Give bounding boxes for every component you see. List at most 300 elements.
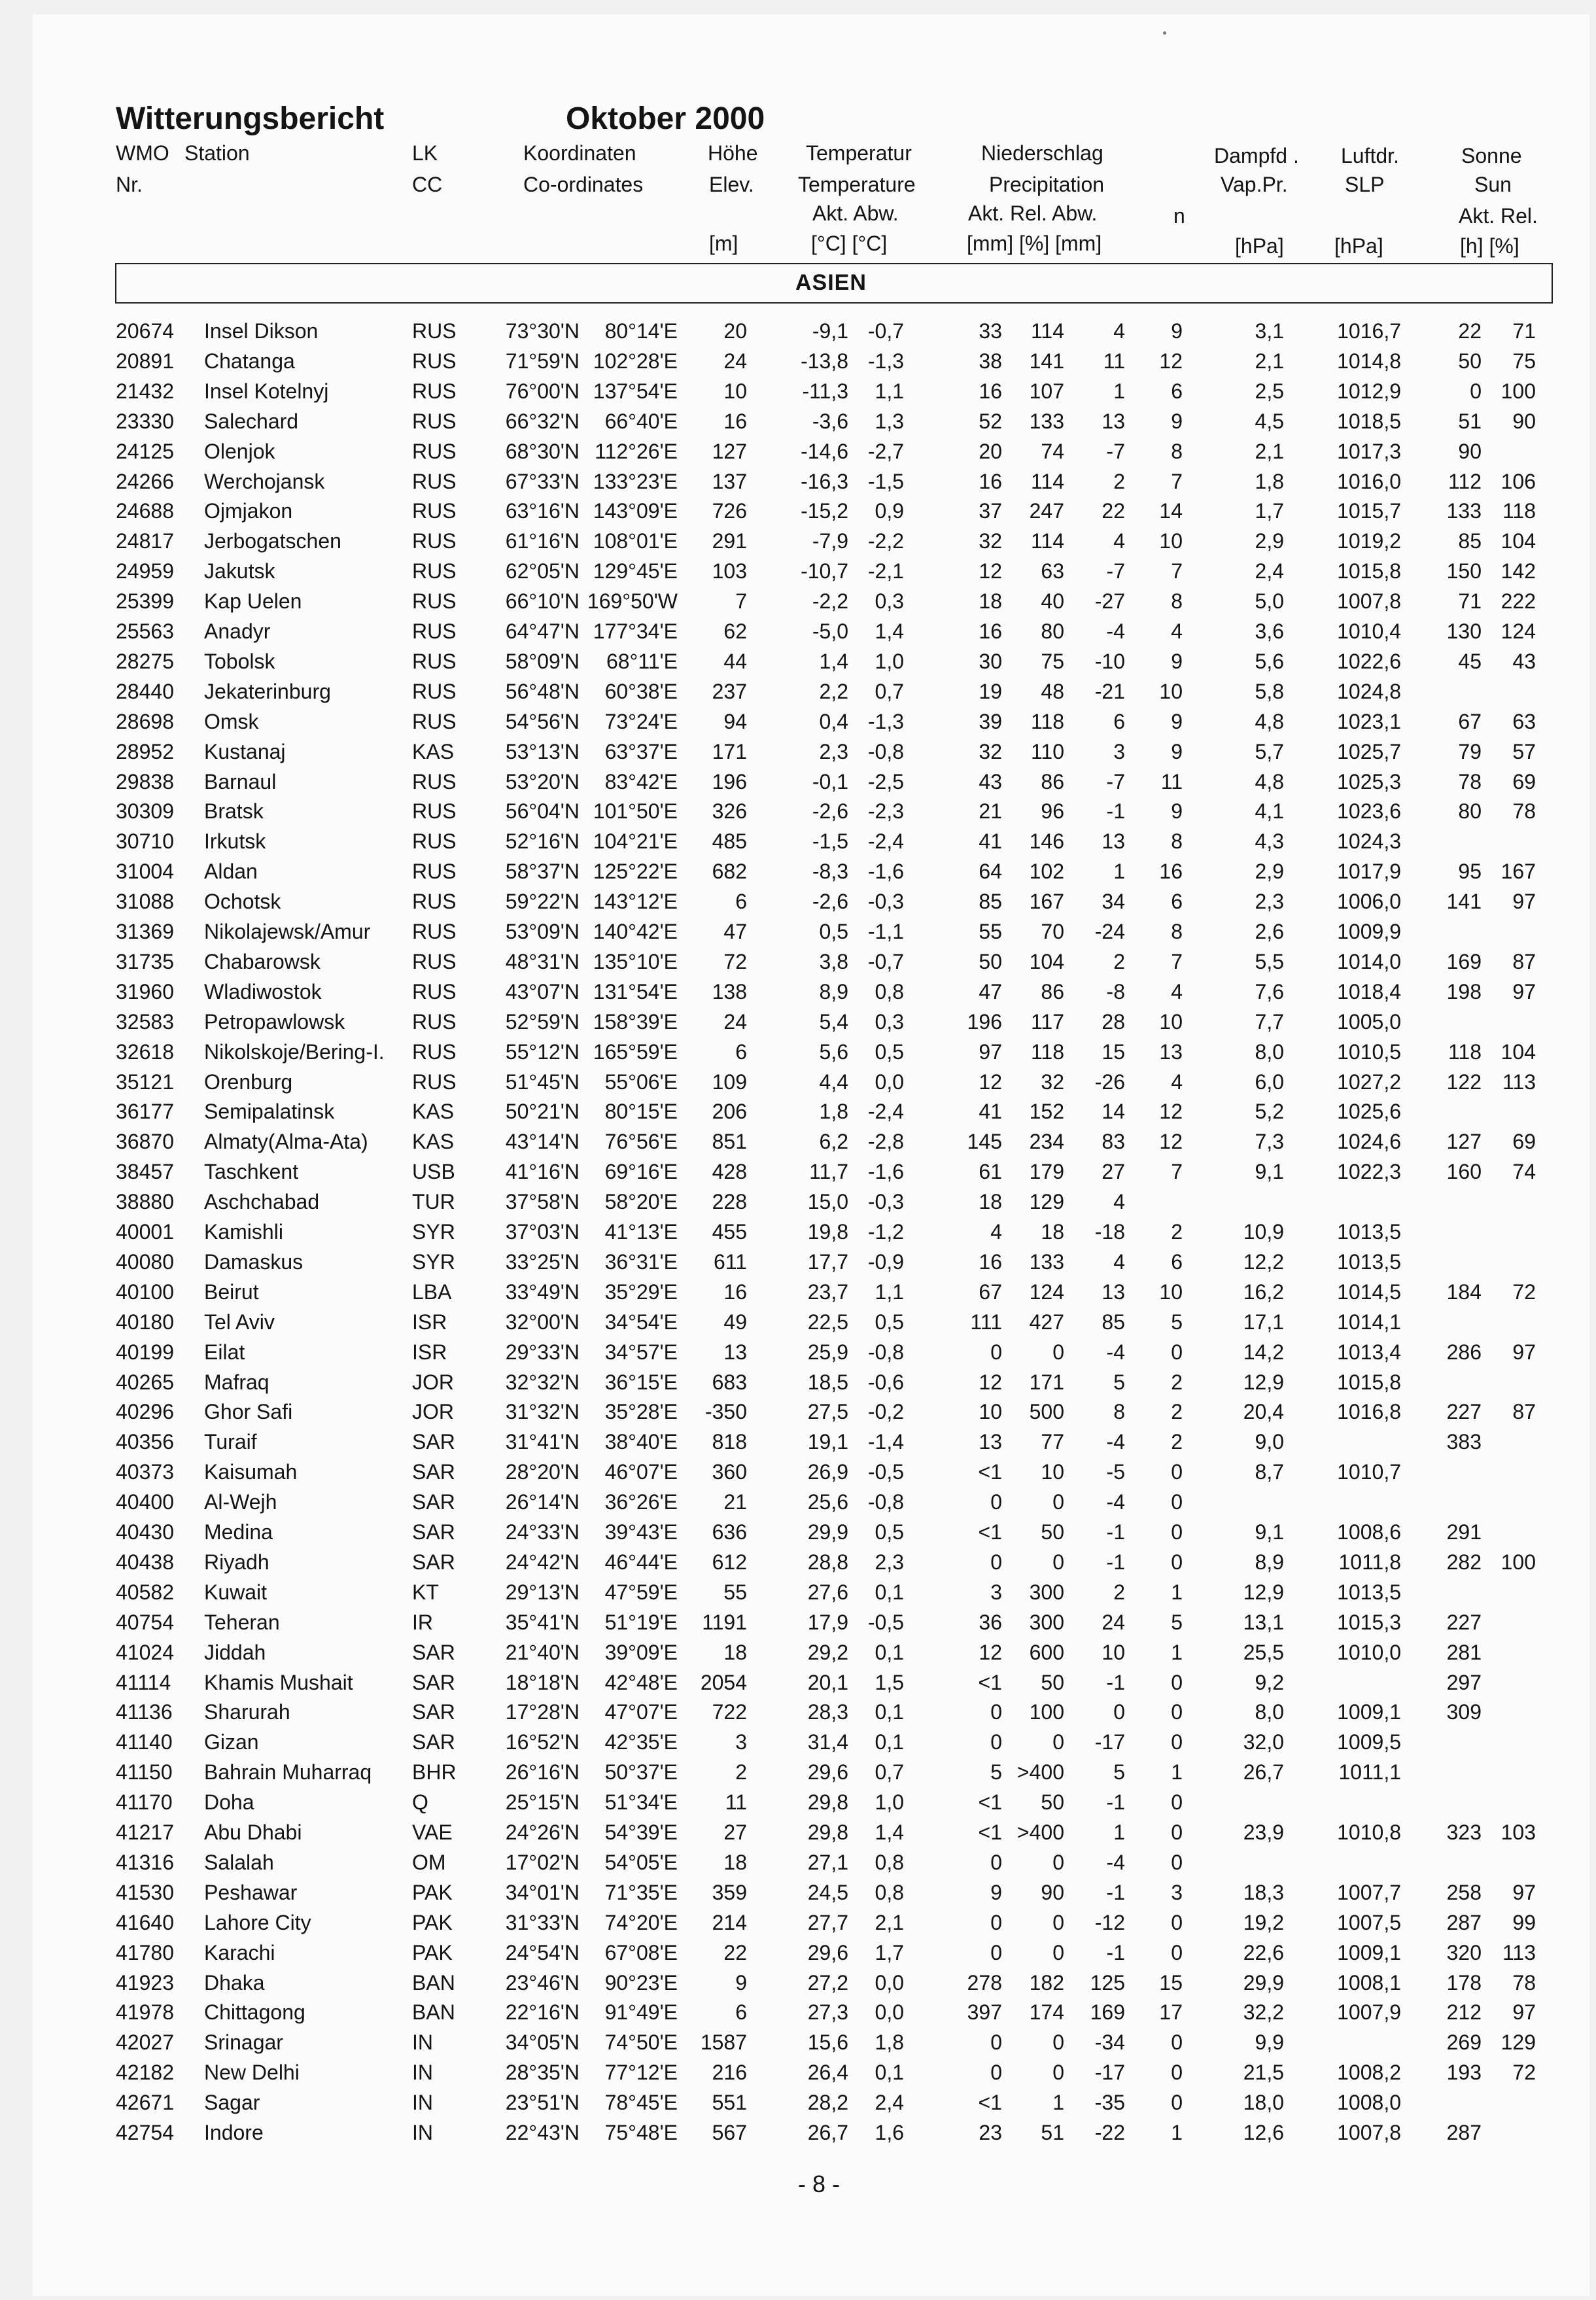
cell-sun-akt: 0: [1470, 379, 1482, 403]
cell-precip-abw: 85: [1102, 1310, 1125, 1334]
cell-precip-abw: -4: [1106, 1340, 1125, 1364]
cell-wmo: 41140: [116, 1730, 173, 1754]
cell-precip-rel: 114: [1030, 469, 1064, 493]
cell-lat: 18°18'N: [505, 1670, 580, 1694]
cell-vap: 29,9: [1243, 1970, 1284, 1995]
cell-lat: 59°22'N: [505, 890, 580, 914]
cell-precip-n: 3: [1171, 1880, 1183, 1904]
cell-temp-akt: 20,1: [807, 1670, 848, 1694]
cell-slp: 1007,8: [1337, 2121, 1401, 2144]
cell-wmo: 24125: [116, 439, 174, 463]
cell-vap: 18,3: [1243, 1880, 1284, 1904]
cell-temp-akt: 26,4: [807, 2061, 848, 2085]
cell-cc: ISR: [412, 1310, 447, 1334]
table-row: [0, 1459, 1596, 1489]
cell-precip-n: 8: [1171, 920, 1183, 943]
cell-slp: 1014,8: [1337, 349, 1401, 373]
cell-lat: 53°09'N: [505, 920, 580, 943]
cell-temp-akt: 15,6: [807, 2030, 848, 2055]
cell-precip-akt: 0: [990, 1700, 1002, 1724]
cell-precip-akt: 0: [990, 1550, 1002, 1574]
cell-cc: PAK: [412, 1940, 453, 1964]
cell-elev: 6: [735, 2000, 747, 2025]
cell-station: Barnaul: [204, 769, 277, 793]
table-row: [0, 979, 1596, 1009]
cell-lon: 35°29'E: [604, 1280, 678, 1304]
cell-cc: RUS: [412, 619, 457, 643]
cell-slp: 1009,1: [1337, 1700, 1401, 1724]
cell-lat: 32°32'N: [505, 1370, 580, 1394]
cell-sun-akt: 71: [1458, 589, 1482, 614]
cell-temp-akt: 1,4: [819, 649, 848, 673]
cell-temp-abw: -0,7: [867, 949, 904, 973]
cell-slp: 1022,6: [1337, 649, 1401, 673]
cell-lat: 29°13'N: [505, 1580, 580, 1604]
cell-precip-akt: 4: [990, 1220, 1002, 1244]
cell-wmo: 40199: [116, 1340, 174, 1364]
cell-precip-abw: -1: [1106, 1790, 1125, 1815]
cell-precip-abw: -4: [1106, 619, 1125, 643]
cell-precip-akt: 16: [979, 469, 1002, 493]
hdr-sun: Sun: [1474, 173, 1512, 196]
cell-station: Werchojansk: [204, 469, 325, 493]
cell-precip-rel: 63: [1041, 559, 1064, 584]
cell-lat: 37°58'N: [505, 1190, 580, 1214]
table-row: [0, 708, 1596, 739]
cell-lat: 29°33'N: [505, 1340, 580, 1364]
cell-temp-abw: 0,0: [875, 1070, 904, 1094]
cell-precip-akt: 30: [979, 649, 1002, 673]
cell-temp-akt: -8,3: [812, 860, 848, 884]
cell-cc: RUS: [412, 319, 457, 343]
cell-elev: 551: [712, 2091, 747, 2115]
cell-lat: 24°54'N: [505, 1940, 580, 1964]
cell-precip-rel: 70: [1041, 920, 1064, 943]
cell-temp-abw: 1,0: [875, 649, 904, 673]
cell-precip-abw: 169: [1090, 2000, 1125, 2025]
cell-precip-abw: 28: [1102, 1009, 1125, 1034]
cell-temp-akt: -5,0: [812, 619, 848, 643]
cell-temp-abw: -0,9: [867, 1249, 904, 1274]
cell-precip-abw: 4: [1113, 1190, 1125, 1214]
cell-elev: 682: [712, 860, 747, 884]
cell-temp-abw: 2,4: [875, 2091, 904, 2115]
cell-temp-abw: 0,0: [875, 2000, 904, 2025]
cell-lat: 22°43'N: [505, 2121, 580, 2144]
cell-station: Chatanga: [204, 349, 295, 373]
cell-station: Chabarowsk: [204, 949, 321, 973]
cell-sun-rel: 72: [1512, 1280, 1536, 1304]
cell-slp: 1022,3: [1337, 1160, 1401, 1184]
cell-temp-akt: 26,9: [807, 1460, 848, 1484]
cell-cc: SAR: [412, 1550, 455, 1574]
cell-wmo: 41923: [116, 1970, 174, 1995]
cell-temp-abw: -1,6: [867, 1160, 904, 1184]
cell-precip-akt: 43: [979, 769, 1002, 793]
cell-temp-abw: -2,3: [867, 799, 904, 824]
cell-sun-rel: 142: [1501, 559, 1536, 584]
cell-precip-rel: 182: [1029, 1970, 1064, 1995]
cell-cc: RUS: [412, 529, 457, 553]
cell-precip-akt: 0: [990, 2030, 1002, 2055]
cell-vap: 32,0: [1243, 1730, 1284, 1754]
cell-cc: RUS: [412, 890, 457, 914]
cell-precip-akt: <1: [978, 1670, 1002, 1694]
table-row: [0, 378, 1596, 408]
cell-precip-rel: 600: [1029, 1640, 1064, 1664]
cell-elev: 24: [723, 1009, 747, 1034]
cell-lat: 26°14'N: [505, 1490, 580, 1514]
cell-vap: 4,3: [1255, 829, 1284, 854]
cell-elev: 16: [723, 409, 747, 433]
cell-temp-abw: 0,5: [875, 1310, 904, 1334]
hdr-luftdr: Luftdr.: [1341, 144, 1399, 167]
cell-lat: 21°40'N: [505, 1640, 580, 1664]
cell-precip-n: 0: [1171, 1550, 1183, 1574]
cell-temp-akt: 27,7: [807, 1910, 848, 1934]
cell-station: Ochotsk: [204, 890, 281, 914]
cell-sun-akt: 184: [1446, 1280, 1482, 1304]
hdr-elev: Elev.: [709, 173, 754, 196]
cell-lat: 28°20'N: [505, 1460, 580, 1484]
cell-elev: 18: [723, 1640, 747, 1664]
cell-wmo: 31960: [116, 979, 174, 1003]
cell-precip-akt: 52: [979, 409, 1002, 433]
cell-precip-abw: 13: [1102, 409, 1125, 433]
cell-precip-abw: -5: [1106, 1460, 1125, 1484]
cell-precip-n: 15: [1159, 1970, 1183, 1995]
cell-wmo: 20674: [116, 319, 174, 343]
cell-cc: KAS: [412, 1130, 455, 1154]
cell-slp: 1013,5: [1337, 1580, 1401, 1604]
cell-sun-akt: 95: [1458, 860, 1482, 884]
hdr-cc: CC: [412, 173, 443, 196]
table-row: [0, 1849, 1596, 1879]
cell-vap: 12,2: [1243, 1249, 1284, 1274]
cell-cc: RUS: [412, 1009, 457, 1034]
cell-precip-rel: 133: [1029, 409, 1064, 433]
cell-vap: 14,2: [1243, 1340, 1284, 1364]
cell-station: Nikolajewsk/Amur: [204, 920, 371, 943]
table-row: [0, 678, 1596, 708]
table-row: [0, 1970, 1596, 2000]
cell-precip-abw: -17: [1094, 2061, 1125, 2085]
cell-elev: 7: [735, 589, 747, 614]
cell-temp-akt: 22,5: [807, 1310, 848, 1334]
cell-vap: 2,1: [1255, 349, 1284, 373]
cell-vap: 6,0: [1255, 1070, 1284, 1094]
cell-elev: 726: [712, 499, 747, 523]
hdr-precip-units: [mm] [%] [mm]: [967, 232, 1102, 255]
hdr-wmo: WMO: [116, 141, 169, 165]
hdr-precip-cols: Akt. Rel. Abw.: [968, 201, 1098, 225]
cell-precip-rel: 300: [1029, 1580, 1064, 1604]
cell-station: Riyadh: [204, 1550, 269, 1574]
cell-temp-abw: 0,8: [875, 1850, 904, 1874]
cell-precip-n: 0: [1171, 1670, 1183, 1694]
cell-vap: 12,9: [1243, 1580, 1284, 1604]
cell-lat: 52°59'N: [505, 1009, 580, 1034]
cell-cc: RUS: [412, 1070, 457, 1094]
table-row: [0, 588, 1596, 618]
cell-temp-akt: -7,9: [812, 529, 848, 553]
cell-station: Kustanaj: [204, 739, 286, 763]
cell-lon: 78°45'E: [604, 2091, 678, 2115]
cell-sun-rel: 124: [1501, 619, 1536, 643]
cell-wmo: 41217: [116, 1821, 174, 1844]
cell-precip-n: 0: [1171, 1340, 1183, 1364]
cell-wmo: 40430: [116, 1520, 174, 1544]
cell-sun-akt: 212: [1446, 2000, 1482, 2025]
cell-precip-n: 7: [1171, 1160, 1183, 1184]
cell-elev: 55: [723, 1580, 747, 1604]
cell-vap: 1,8: [1255, 469, 1284, 493]
cell-vap: 16,2: [1243, 1280, 1284, 1304]
cell-precip-n: 10: [1159, 1009, 1183, 1034]
cell-precip-abw: -1: [1106, 1520, 1125, 1544]
cell-sun-rel: 97: [1512, 890, 1536, 914]
cell-elev: 21: [723, 1490, 747, 1514]
cell-temp-akt: 29,8: [807, 1790, 848, 1815]
cell-vap: 20,4: [1243, 1400, 1284, 1424]
cell-precip-akt: 20: [979, 439, 1002, 463]
cell-wmo: 28440: [116, 679, 174, 703]
table-row: [0, 558, 1596, 588]
cell-sun-akt: 80: [1458, 799, 1482, 824]
cell-wmo: 31088: [116, 890, 174, 914]
hdr-temperatur: Temperatur: [806, 141, 912, 165]
cell-lat: 62°05'N: [505, 559, 580, 584]
cell-precip-abw: -4: [1106, 1850, 1125, 1874]
cell-lat: 31°33'N: [505, 1910, 580, 1934]
cell-lon: 42°35'E: [604, 1730, 678, 1754]
cell-station: Bahrain Muharraq: [204, 1760, 372, 1785]
cell-precip-abw: 10: [1102, 1640, 1125, 1664]
cell-wmo: 42671: [116, 2091, 174, 2115]
cell-cc: USB: [412, 1160, 455, 1184]
cell-vap: 23,9: [1243, 1821, 1284, 1844]
cell-elev: 291: [712, 529, 747, 553]
cell-lat: 58°37'N: [505, 860, 580, 884]
cell-lon: 131°54'E: [593, 979, 678, 1003]
cell-station: New Delhi: [204, 2061, 300, 2085]
cell-precip-abw: 83: [1102, 1130, 1125, 1154]
cell-slp: 1008,2: [1337, 2061, 1401, 2085]
cell-station: Jerbogatschen: [204, 529, 341, 553]
cell-precip-rel: 90: [1041, 1880, 1064, 1904]
cell-wmo: 40373: [116, 1460, 174, 1484]
cell-temp-akt: 27,3: [807, 2000, 848, 2025]
table-row: [0, 408, 1596, 438]
cell-precip-rel: 234: [1029, 1130, 1064, 1154]
cell-slp: 1019,2: [1337, 529, 1401, 553]
cell-station: Srinagar: [204, 2030, 283, 2055]
cell-slp: 1018,5: [1337, 409, 1401, 433]
cell-elev: 196: [712, 769, 747, 793]
cell-station: Turaif: [204, 1430, 257, 1454]
cell-temp-akt: -2,2: [812, 589, 848, 614]
cell-cc: SAR: [412, 1490, 455, 1514]
cell-elev: 18: [723, 1850, 747, 1874]
cell-vap: 18,0: [1243, 2091, 1284, 2115]
table-row: [0, 1189, 1596, 1219]
cell-station: Kap Uelen: [204, 589, 302, 614]
cell-temp-akt: 1,8: [819, 1100, 848, 1124]
cell-sun-rel: 75: [1512, 349, 1536, 373]
cell-precip-abw: 27: [1102, 1160, 1125, 1184]
cell-precip-akt: 145: [967, 1130, 1002, 1154]
cell-elev: 72: [723, 949, 747, 973]
cell-temp-akt: 23,7: [807, 1280, 848, 1304]
cell-elev: 137: [712, 469, 747, 493]
cell-cc: BHR: [412, 1760, 457, 1785]
cell-temp-abw: 1,8: [875, 2030, 904, 2055]
cell-lat: 76°00'N: [505, 379, 580, 403]
cell-lon: 108°01'E: [593, 529, 678, 553]
cell-vap: 8,7: [1255, 1460, 1284, 1484]
cell-precip-akt: 41: [979, 1100, 1002, 1124]
cell-wmo: 25563: [116, 619, 174, 643]
cell-sun-akt: 169: [1446, 949, 1482, 973]
cell-precip-abw: -1: [1106, 799, 1125, 824]
cell-precip-n: 12: [1159, 1130, 1183, 1154]
cell-station: Doha: [204, 1790, 254, 1815]
cell-vap: 2,4: [1255, 559, 1284, 584]
cell-temp-abw: -0,8: [867, 1340, 904, 1364]
cell-precip-abw: -17: [1094, 1730, 1125, 1754]
cell-sun-rel: 69: [1512, 1130, 1536, 1154]
cell-lon: 133°23'E: [593, 469, 678, 493]
cell-precip-akt: 85: [979, 890, 1002, 914]
cell-lat: 31°32'N: [505, 1400, 580, 1424]
cell-sun-akt: 78: [1458, 769, 1482, 793]
cell-lon: 51°19'E: [604, 1610, 678, 1634]
cell-wmo: 32583: [116, 1009, 174, 1034]
cell-wmo: 40582: [116, 1580, 174, 1604]
cell-cc: RUS: [412, 769, 457, 793]
cell-vap: 9,9: [1255, 2030, 1284, 2055]
cell-sun-akt: 282: [1446, 1550, 1482, 1574]
cell-sun-akt: 22: [1458, 319, 1482, 343]
hdr-temp-units: [°C] [°C]: [811, 232, 888, 255]
cell-sun-rel: 78: [1512, 1970, 1536, 1995]
cell-precip-akt: 12: [979, 1070, 1002, 1094]
cell-precip-akt: 21: [979, 799, 1002, 824]
cell-precip-n: 9: [1171, 649, 1183, 673]
cell-slp: 1013,5: [1337, 1249, 1401, 1274]
cell-slp: 1027,2: [1337, 1070, 1401, 1094]
cell-wmo: 28698: [116, 709, 174, 733]
cell-precip-abw: -35: [1094, 2091, 1125, 2115]
cell-vap: 2,9: [1255, 860, 1284, 884]
cell-lon: 38°40'E: [604, 1430, 678, 1454]
cell-precip-akt: 12: [979, 1640, 1002, 1664]
cell-lat: 73°30'N: [505, 319, 580, 343]
cell-precip-n: 1: [1171, 1580, 1183, 1604]
cell-precip-akt: 0: [990, 1730, 1002, 1754]
cell-precip-rel: 114: [1030, 319, 1064, 343]
cell-wmo: 31369: [116, 920, 174, 943]
cell-wmo: 36870: [116, 1130, 174, 1154]
cell-elev: 567: [712, 2121, 747, 2144]
cell-slp: 1024,3: [1337, 829, 1401, 854]
cell-slp: 1017,3: [1337, 439, 1401, 463]
cell-temp-abw: -0,5: [867, 1460, 904, 1484]
cell-vap: 25,5: [1243, 1640, 1284, 1664]
cell-lon: 143°09'E: [593, 499, 678, 523]
cell-precip-abw: 4: [1113, 319, 1125, 343]
cell-precip-rel: 80: [1041, 619, 1064, 643]
cell-sun-rel: 97: [1512, 979, 1536, 1003]
cell-precip-rel: 179: [1029, 1160, 1064, 1184]
cell-precip-rel: 110: [1030, 739, 1064, 763]
cell-temp-abw: -1,6: [867, 860, 904, 884]
cell-lon: 46°44'E: [604, 1550, 678, 1574]
cell-lon: 77°12'E: [604, 2061, 678, 2085]
cell-station: Salalah: [204, 1850, 274, 1874]
cell-elev: 237: [712, 679, 747, 703]
hdr-sun-units: [h] [%]: [1460, 234, 1519, 258]
cell-lat: 66°32'N: [505, 409, 580, 433]
cell-cc: IN: [412, 2091, 433, 2115]
cell-wmo: 41978: [116, 2000, 174, 2025]
cell-temp-abw: 0,1: [875, 1730, 904, 1754]
table-row: [0, 1579, 1596, 1609]
cell-wmo: 40438: [116, 1550, 174, 1574]
cell-vap: 7,7: [1255, 1009, 1284, 1034]
cell-temp-abw: -1,2: [867, 1220, 904, 1244]
cell-cc: RUS: [412, 439, 457, 463]
cell-elev: 44: [723, 649, 747, 673]
hdr-hoehe: Höhe: [708, 141, 758, 165]
cell-cc: RUS: [412, 409, 457, 433]
cell-lon: 34°57'E: [604, 1340, 678, 1364]
cell-precip-abw: -7: [1106, 769, 1125, 793]
cell-temp-akt: 4,4: [819, 1070, 848, 1094]
cell-temp-akt: 5,6: [819, 1039, 848, 1064]
cell-station: Teheran: [204, 1610, 280, 1634]
cell-temp-akt: 15,0: [807, 1190, 848, 1214]
cell-lat: 56°48'N: [505, 679, 580, 703]
cell-precip-rel: 51: [1041, 2121, 1064, 2144]
cell-lon: 35°28'E: [604, 1400, 678, 1424]
cell-sun-akt: 287: [1446, 1910, 1482, 1934]
cell-precip-rel: 0: [1052, 1490, 1064, 1514]
cell-elev: 10: [723, 379, 747, 403]
cell-slp: 1009,1: [1337, 1940, 1401, 1964]
cell-lat: 37°03'N: [505, 1220, 580, 1244]
cell-sun-rel: 97: [1512, 1880, 1536, 1904]
cell-temp-abw: 0,0: [875, 1970, 904, 1995]
cell-station: Damaskus: [204, 1249, 304, 1274]
cell-elev: 1587: [700, 2030, 747, 2055]
cell-temp-akt: 26,7: [807, 2121, 848, 2144]
cell-vap: 3,6: [1255, 619, 1284, 643]
cell-slp: 1005,0: [1337, 1009, 1401, 1034]
cell-lat: 24°26'N: [505, 1821, 580, 1844]
cell-temp-akt: -14,6: [801, 439, 848, 463]
table-row: [0, 528, 1596, 558]
cell-sun-akt: 45: [1458, 649, 1482, 673]
cell-precip-akt: 10: [979, 1400, 1002, 1424]
cell-sun-rel: 100: [1501, 379, 1536, 403]
cell-sun-rel: 99: [1512, 1910, 1536, 1934]
cell-wmo: 41170: [116, 1790, 173, 1815]
cell-precip-rel: 124: [1029, 1280, 1064, 1304]
cell-lat: 64°47'N: [505, 619, 580, 643]
cell-slp: 1024,8: [1337, 679, 1401, 703]
cell-cc: Q: [412, 1790, 428, 1815]
